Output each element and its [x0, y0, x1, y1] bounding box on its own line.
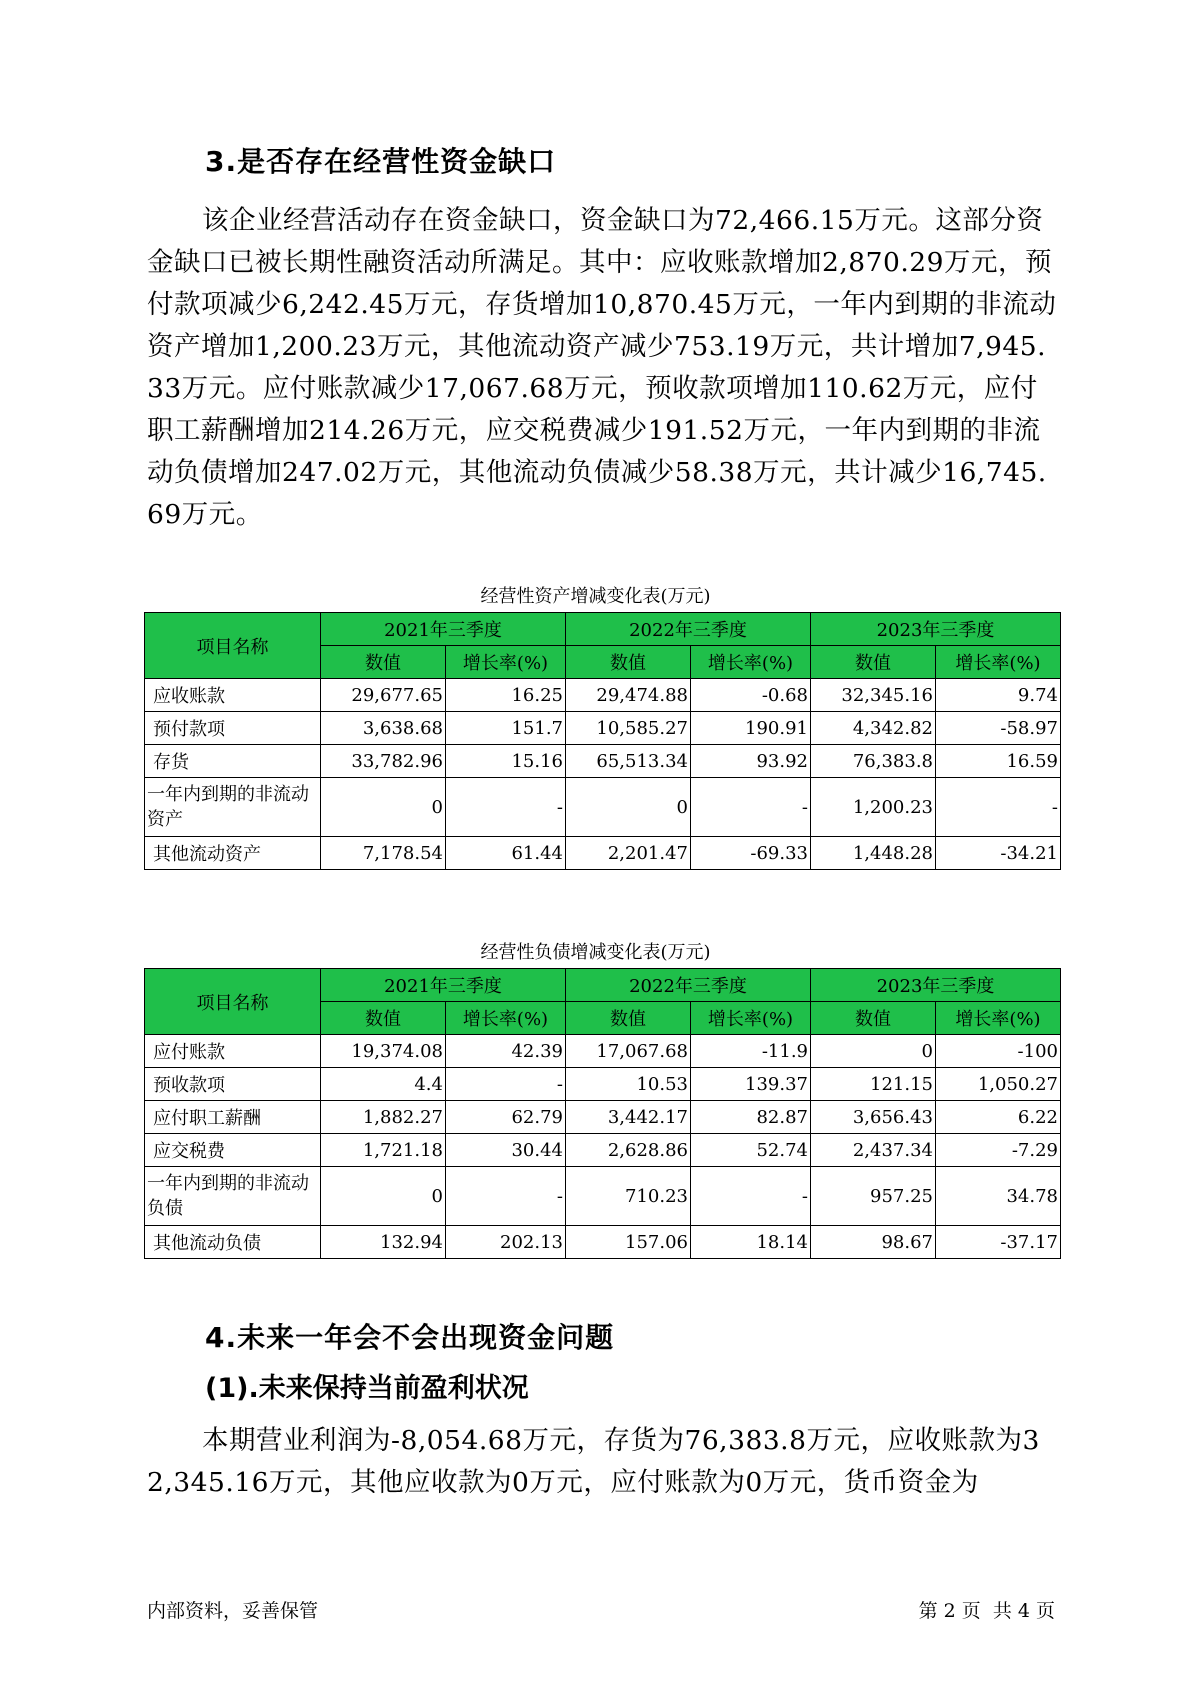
cell: 190.91: [691, 712, 811, 745]
cell: -37.17: [936, 1226, 1061, 1259]
header-period: 2022年三季度: [566, 613, 811, 646]
cell: 42.39: [446, 1035, 566, 1068]
header-growth: 增长率(%): [446, 646, 566, 679]
table-row: [145, 837, 1061, 870]
cell: 0: [321, 778, 446, 837]
cell: 157.06: [566, 1226, 691, 1259]
row-name: 预收款项: [145, 1068, 321, 1101]
cell: 3,656.43: [811, 1101, 936, 1134]
cell: 151.7: [446, 712, 566, 745]
header-growth: 增长率(%): [691, 646, 811, 679]
cell: 10,585.27: [566, 712, 691, 745]
cell: 3,638.68: [321, 712, 446, 745]
row-name: 一年内到期的非流动负债: [145, 1167, 321, 1226]
table-row: [145, 745, 1061, 778]
cell: 1,882.27: [321, 1101, 446, 1134]
row-name: 应付账款: [145, 1035, 321, 1068]
assets-table: [144, 612, 1061, 870]
cell: 4,342.82: [811, 712, 936, 745]
cell: 9.74: [936, 679, 1061, 712]
cell: -0.68: [691, 679, 811, 712]
cell: 34.78: [936, 1167, 1061, 1226]
header-item-name: 项目名称: [145, 613, 321, 679]
cell: -34.21: [936, 837, 1061, 870]
table-row: [145, 1035, 1061, 1068]
cell: 29,474.88: [566, 679, 691, 712]
cell: 33,782.96: [321, 745, 446, 778]
header-value: 数值: [321, 1002, 446, 1035]
header-growth: 增长率(%): [936, 646, 1061, 679]
row-name: 其他流动资产: [145, 837, 321, 870]
cell: 30.44: [446, 1134, 566, 1167]
header-period: 2023年三季度: [811, 969, 1061, 1002]
cell: -69.33: [691, 837, 811, 870]
cell: -: [446, 1167, 566, 1226]
footer-confidential-note: 内部资料，妥善保管: [147, 1600, 319, 1622]
section-4-heading: 4.未来一年会不会出现资金问题: [205, 1321, 615, 1354]
cell: 1,448.28: [811, 837, 936, 870]
cell: 1,200.23: [811, 778, 936, 837]
cell: 93.92: [691, 745, 811, 778]
row-name: 其他流动负债: [145, 1226, 321, 1259]
cell: 1,721.18: [321, 1134, 446, 1167]
cell: -: [691, 1167, 811, 1226]
header-item-name: 项目名称: [145, 969, 321, 1035]
cell: 0: [811, 1035, 936, 1068]
row-name: 应收账款: [145, 679, 321, 712]
cell: -: [446, 1068, 566, 1101]
cell: 61.44: [446, 837, 566, 870]
section-3-heading: 3.是否存在经营性资金缺口: [205, 145, 557, 178]
cell: 710.23: [566, 1167, 691, 1226]
cell: 16.25: [446, 679, 566, 712]
header-growth: 增长率(%): [691, 1002, 811, 1035]
cell: 32,345.16: [811, 679, 936, 712]
cell: 1,050.27: [936, 1068, 1061, 1101]
table-2-caption: 经营性负债增减变化表(万元): [480, 942, 711, 963]
table-row: [145, 1068, 1061, 1101]
cell: 98.67: [811, 1226, 936, 1259]
cell: 132.94: [321, 1226, 446, 1259]
cell: 3,442.17: [566, 1101, 691, 1134]
cell: 82.87: [691, 1101, 811, 1134]
cell: -58.97: [936, 712, 1061, 745]
cell: 139.37: [691, 1068, 811, 1101]
table-row: [145, 1167, 1061, 1226]
cell: 0: [566, 778, 691, 837]
header-value: 数值: [566, 646, 691, 679]
row-name: 应付职工薪酬: [145, 1101, 321, 1134]
cell: 2,437.34: [811, 1134, 936, 1167]
cell: 29,677.65: [321, 679, 446, 712]
table-row: [145, 679, 1061, 712]
header-value: 数值: [321, 646, 446, 679]
cell: 10.53: [566, 1068, 691, 1101]
cell: 17,067.68: [566, 1035, 691, 1068]
header-growth: 增长率(%): [936, 1002, 1061, 1035]
cell: 19,374.08: [321, 1035, 446, 1068]
cell: 76,383.8: [811, 745, 936, 778]
cell: 2,628.86: [566, 1134, 691, 1167]
table-row: [145, 1226, 1061, 1259]
header-period: 2023年三季度: [811, 613, 1061, 646]
table-row: [145, 712, 1061, 745]
header-value: 数值: [566, 1002, 691, 1035]
cell: 52.74: [691, 1134, 811, 1167]
footer-page-number: 第 2 页 共 4 页: [918, 1600, 1055, 1622]
header-value: 数值: [811, 1002, 936, 1035]
cell: -: [936, 778, 1061, 837]
cell: -: [691, 778, 811, 837]
cell: -100: [936, 1035, 1061, 1068]
header-period: 2021年三季度: [321, 613, 566, 646]
table-row: [145, 1101, 1061, 1134]
header-growth: 增长率(%): [446, 1002, 566, 1035]
cell: 4.4: [321, 1068, 446, 1101]
cell: -7.29: [936, 1134, 1061, 1167]
table-row: [145, 1134, 1061, 1167]
cell: 6.22: [936, 1101, 1061, 1134]
cell: 18.14: [691, 1226, 811, 1259]
cell: -11.9: [691, 1035, 811, 1068]
header-value: 数值: [811, 646, 936, 679]
cell: 121.15: [811, 1068, 936, 1101]
row-name: 预付款项: [145, 712, 321, 745]
liabilities-table: [144, 968, 1061, 1259]
cell: 202.13: [446, 1226, 566, 1259]
header-period: 2021年三季度: [321, 969, 566, 1002]
cell: 65,513.34: [566, 745, 691, 778]
table-1-caption: 经营性资产增减变化表(万元): [480, 586, 711, 607]
row-name: 一年内到期的非流动资产: [145, 778, 321, 837]
header-period: 2022年三季度: [566, 969, 811, 1002]
table-row: [145, 778, 1061, 837]
cell: 16.59: [936, 745, 1061, 778]
section-4-paragraph: 本期营业利润为-8,054.68万元，存货为76,383.8万元，应收账款为32,345.16万元，其他应收款为0万元，应付账款为0万元，货币资金为: [147, 1425, 1040, 1498]
cell: 15.16: [446, 745, 566, 778]
cell: -: [446, 778, 566, 837]
cell: 62.79: [446, 1101, 566, 1134]
row-name: 应交税费: [145, 1134, 321, 1167]
cell: 7,178.54: [321, 837, 446, 870]
section-4-subheading: (1).未来保持当前盈利状况: [205, 1373, 529, 1404]
cell: 957.25: [811, 1167, 936, 1226]
row-name: 存货: [145, 745, 321, 778]
section-3-paragraph: 该企业经营活动存在资金缺口，资金缺口为72,466.15万元。这部分资金缺口已被长期性融资活动所满足。其中：应收账款增加2,870.29万元，预付款项减少6,242.45万元，存货增加10,870.45万元，一年内到期的非流动资产增加1,200.23万元，其他流动资产减少753.19万元，共计增加7,945.33万元。应付账款减少17,067.68万元，预收款项增加110.62万元，应付职工薪酬增加214.26万元，应交税费减少191.52万元，一年内到期的非流动负债增加247.02万元，其他流动负债减少58.38万元，共计减少16,745.69万元。: [147, 205, 1057, 530]
cell: 0: [321, 1167, 446, 1226]
cell: 2,201.47: [566, 837, 691, 870]
